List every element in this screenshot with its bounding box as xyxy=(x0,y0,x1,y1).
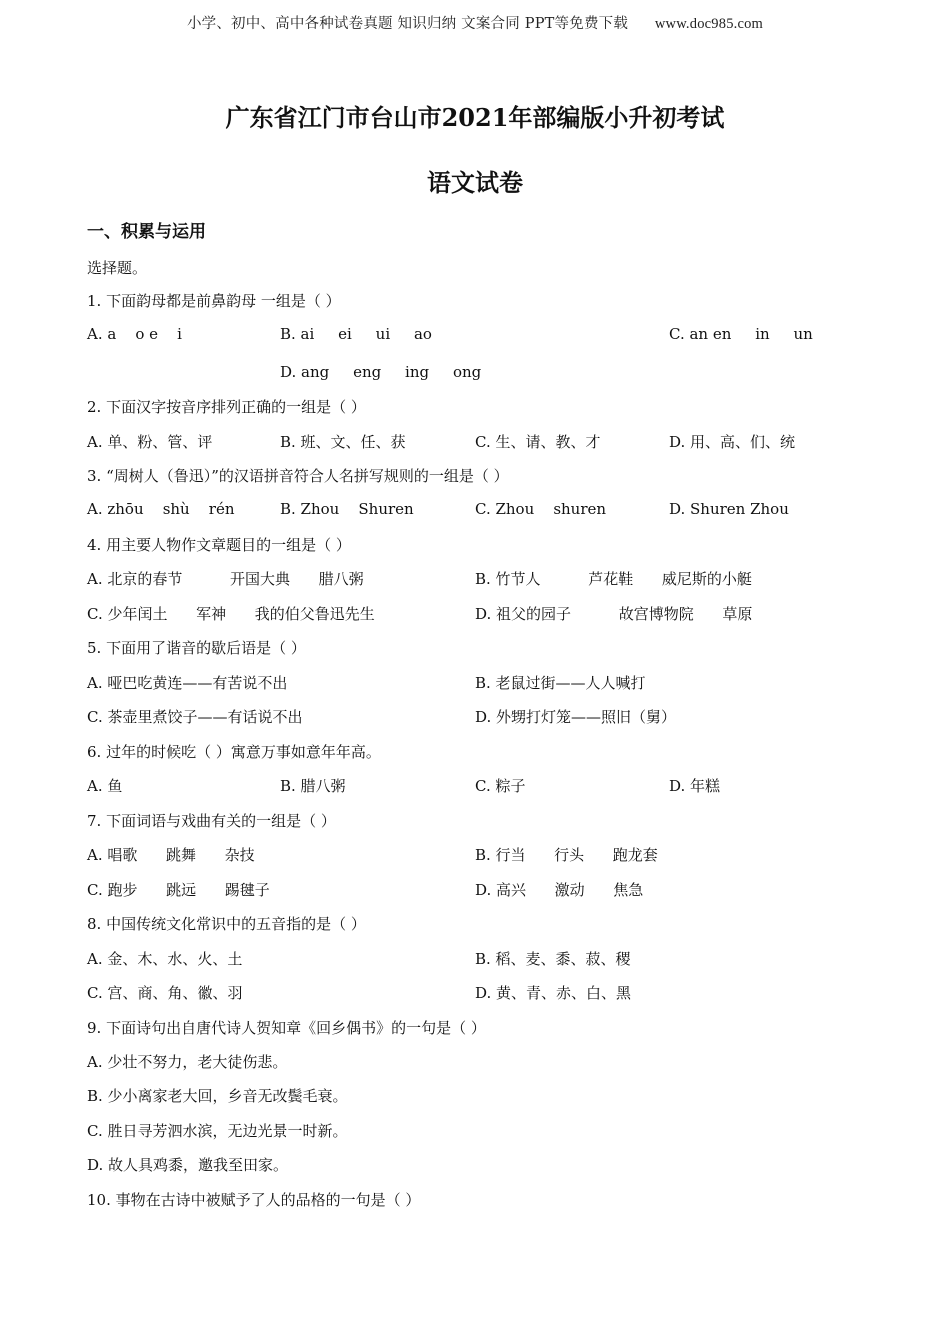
question-option: B. 班、文、任、获 xyxy=(280,433,406,451)
question-stem: 5. 下面用了谐音的歇后语是（ ） xyxy=(87,639,306,657)
question-option: C. 生、请、教、才 xyxy=(475,433,601,451)
question-stem: 3. “周树人（鲁迅）”的汉语拼音符合人名拼写规则的一组是（ ） xyxy=(87,467,509,485)
question-option: A. 北京的春节 开国大典 腊八粥 xyxy=(87,570,364,588)
question-option: A. 唱歌 跳舞 杂技 xyxy=(87,846,255,864)
question-option: C. 胜日寻芳泗水滨，无边光景一时新。 xyxy=(87,1122,348,1140)
question-option: A. 鱼 xyxy=(87,777,123,795)
question-option: A. 少壮不努力，老大徒伤悲。 xyxy=(87,1053,288,1071)
question-option: C. 茶壶里煮饺子——有话说不出 xyxy=(87,708,303,726)
question-stem: 1. 下面韵母都是前鼻韵母 一组是（ ） xyxy=(87,292,341,310)
header-text: 小学、初中、高中各种试卷真题 知识归纳 文案合同 PPT等免费下载 xyxy=(186,16,629,32)
question-option: D. 年糕 xyxy=(669,777,721,795)
question-option: D. 黄、青、赤、白、黑 xyxy=(475,984,632,1002)
exam-title: 广东省江门市台山市2021年部编版小升初考试 xyxy=(225,103,725,132)
question-option: D. Shuren Zhou xyxy=(669,500,789,518)
question-stem: 2. 下面汉字按音序排列正确的一组是（ ） xyxy=(87,398,366,416)
question-option: C. an en in un xyxy=(669,325,813,343)
question-option: C. 跑步 跳远 踢毽子 xyxy=(87,881,270,899)
question-stem: 10. 事物在古诗中被赋予了人的品格的一句是（ ） xyxy=(87,1191,421,1209)
question-stem: 8. 中国传统文化常识中的五音指的是（ ） xyxy=(87,915,366,933)
question-option: C. 少年闰土 军神 我的伯父鲁迅先生 xyxy=(87,605,375,623)
question-option: B. 老鼠过街——人人喊打 xyxy=(475,674,646,692)
question-option: D. 外甥打灯笼——照旧（舅） xyxy=(475,708,677,726)
question-option: A. 单、粉、管、评 xyxy=(87,433,213,451)
question-option: B. ai ei ui ao xyxy=(280,325,432,343)
header-site: www.doc985.com xyxy=(654,16,764,32)
question-option: B. 少小离家老大回，乡音无改鬓毛衰。 xyxy=(87,1087,348,1105)
question-option: D. 祖父的园子 故宫博物院 草原 xyxy=(475,605,753,623)
question-option: C. 粽子 xyxy=(475,777,526,795)
question-option: B. 稻、麦、黍、菽、稷 xyxy=(475,950,631,968)
question-stem: 9. 下面诗句出自唐代诗人贺知章《回乡偶书》的一句是（ ） xyxy=(87,1019,486,1037)
question-option: D. 用、高、们、统 xyxy=(669,433,796,451)
question-option: A. 哑巴吃黄连——有苦说不出 xyxy=(87,674,288,692)
exam-subtitle: 语文试卷 xyxy=(427,168,523,197)
page-header xyxy=(0,12,950,33)
section-heading: 一、积累与运用 xyxy=(87,222,206,242)
question-stem: 4. 用主要人物作文章题目的一组是（ ） xyxy=(87,536,351,554)
question-option: A. a o e i xyxy=(87,325,182,343)
question-option: D. 故人具鸡黍，邀我至田家。 xyxy=(87,1156,289,1174)
question-option: B. 腊八粥 xyxy=(280,777,346,795)
question-option: B. Zhou Shuren xyxy=(280,500,414,518)
question-option: B. 竹节人 芦花鞋 威尼斯的小艇 xyxy=(475,570,752,588)
question-option: A. 金、木、水、火、土 xyxy=(87,950,243,968)
question-option: A. zhōu shù rén xyxy=(87,500,235,518)
question-option: C. 宫、商、角、徽、羽 xyxy=(87,984,243,1002)
question-option: D. ang eng ing ong xyxy=(280,363,482,381)
section-subheading: 选择题。 xyxy=(87,259,148,277)
question-stem: 7. 下面词语与戏曲有关的一组是（ ） xyxy=(87,812,336,830)
question-option: C. Zhou shuren xyxy=(475,500,607,518)
question-option: B. 行当 行头 跑龙套 xyxy=(475,846,658,864)
question-option: D. 高兴 激动 焦急 xyxy=(475,881,644,899)
question-stem: 6. 过年的时候吃（ ）寓意万事如意年年高。 xyxy=(87,743,381,761)
